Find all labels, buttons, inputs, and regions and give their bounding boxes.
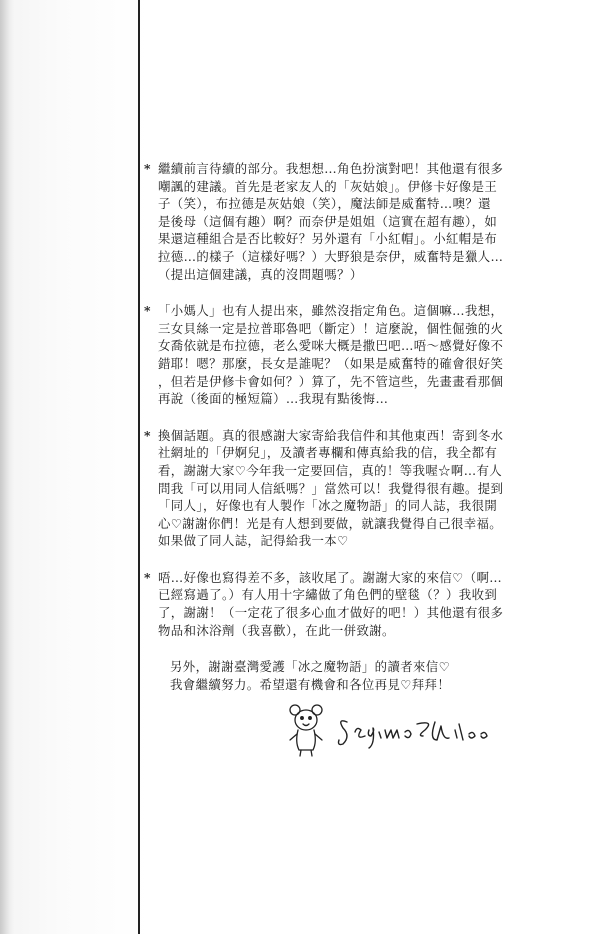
- text-line: 三女貝絲一定是拉普耶魯吧（斷定）！這麼說，個性倔強的火: [158, 320, 504, 336]
- author-signature: [285, 700, 545, 760]
- text-line: 唔…好像也寫得差不多，該收尾了。謝謝大家的來信♡（啊…: [158, 569, 503, 585]
- text-line: 子（笑），布拉德是灰姑娘（笑），魔法師是威奮特…噢？還: [158, 196, 491, 212]
- text-line: 繼續前言待續的部分。我想想…角色扮演對吧！其他還有很多: [158, 161, 504, 176]
- text-line: 嘲諷的建議。首先是老家友人的「灰姑娘」。伊修卡好像是王: [158, 178, 498, 194]
- page-gutter-shadow: [0, 0, 14, 934]
- text-line: 「同人」，好像也有人製作「冰之魔物語」的同人誌，我很開: [158, 498, 498, 514]
- text-line: 我會繼續努力。希望還有機會和各位再見♡拜拜！: [170, 676, 451, 692]
- paragraph-letters: [142, 427, 562, 550]
- paragraph-closing-thanks: [142, 569, 562, 639]
- asterisk-bullet: *: [144, 303, 151, 319]
- text-line: 果還這種組合是否比較好？另外還有「小紅帽」。小紅帽是布: [158, 231, 498, 247]
- afterword-body: [142, 160, 562, 693]
- handwritten-signature: [339, 721, 488, 748]
- text-line: 問我「可以用同人信紙嗎？」當然可以！我覺得很有趣。提到: [158, 480, 504, 496]
- text-line: 是後母（這個有趣）啊？而奈伊是姐姐（這實在超有趣），如: [158, 213, 498, 229]
- text-line: 看，謝謝大家♡今年我一定要回信，真的！等我喔☆啊…有人: [158, 462, 503, 478]
- text-line: 物品和沐浴劑（我喜歡），在此一併致謝。: [158, 622, 395, 638]
- text-line: （提出這個建議，真的沒問題嗎？）: [158, 266, 363, 282]
- asterisk-bullet: *: [144, 427, 151, 443]
- paragraph-little-women: [142, 302, 562, 408]
- text-line: 心♡謝謝你們！光是有人想到要做，就讓我覺得自己很幸福。: [158, 515, 503, 531]
- asterisk-bullet: *: [144, 569, 151, 585]
- signature-drawing: [285, 700, 545, 760]
- text-line: 女喬依就是布拉德，老么愛咪大概是撒巴吧…唔～感覺好像不: [158, 338, 504, 354]
- text-line: 拉德…的樣子（這樣好嗎？）大野狼是奈伊，威奮特是獵人…: [158, 248, 504, 264]
- text-line: 「小媽人」也有人提出來，雖然沒指定角色。這個嘛…我想，: [158, 303, 504, 319]
- text-line: 社網址的「伊婀兒」，及讀者專欄和傳真給我的信，我全都有: [158, 445, 498, 461]
- text-line: 另外，謝謝臺灣愛護「冰之魔物語」的讀者來信♡: [170, 659, 451, 675]
- text-line: 換個話題。真的很感謝大家寄給我信件和其他東西！寄到冬水: [158, 427, 504, 443]
- asterisk-bullet: *: [144, 161, 151, 176]
- text-line: ，但若是伊修卡會如何？）算了，先不管這些，先畫畫看那個: [158, 373, 504, 389]
- closing-note: [142, 658, 562, 693]
- text-line: 已經寫過了。）有人用十字繡做了角色們的壁毯（？）我收到: [158, 587, 498, 603]
- text-line: 再說（後面的極短篇）…我現有點後悔…: [158, 391, 389, 407]
- text-line: 如果做了同人誌，記得給我一本♡: [158, 533, 349, 549]
- margin-rule: [138, 0, 140, 934]
- text-line: 錯耶！嗯？那麼，長女是誰呢？（如果是威奮特的確會很好笑: [158, 355, 504, 371]
- text-line: 了，謝謝！（一定花了很多心血才做好的吧！）其他還有很多: [158, 605, 504, 621]
- paragraph-role-play: [142, 160, 562, 283]
- bear-doodle-icon: [290, 705, 322, 756]
